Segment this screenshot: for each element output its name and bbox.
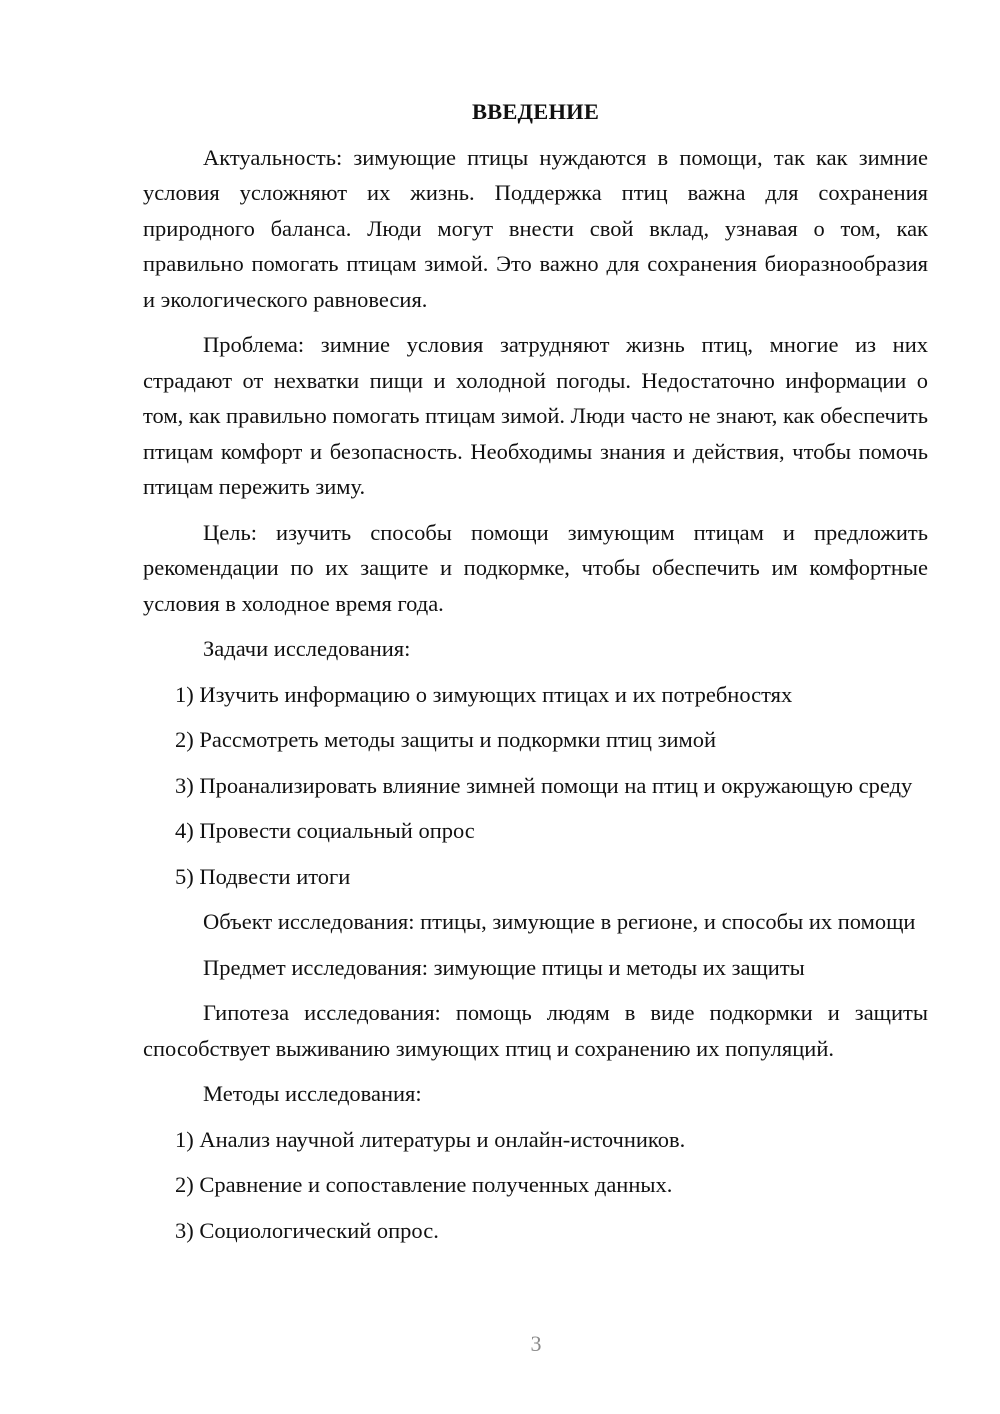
- page-number: 3: [530, 1331, 542, 1356]
- tasks-heading: Задачи исследования:: [203, 636, 411, 661]
- method-item: 2) Сравнение и сопоставление полученных данных.: [175, 1172, 673, 1197]
- paragraph-subject: Предмет исследования: зимующие птицы и методы их защиты: [203, 954, 805, 980]
- task-item: 4) Провести социальный опрос: [175, 818, 475, 843]
- document-body: [143, 94, 928, 1258]
- task-item: 3) Проанализировать влияние зимней помощи на птиц и окружающую среду: [175, 772, 913, 798]
- paragraph-goal: Цель: изучить способы помощи зимующим птицам и предложить рекомендации по их защите и подкормке, чтобы обеспечить им комфортные условия в холодное время года.: [143, 519, 928, 616]
- task-item: 2) Рассмотреть методы защиты и подкормки птиц зимой: [175, 727, 717, 752]
- paragraph-object: Объект исследования: птицы, зимующие в регионе, и способы их помощи: [203, 909, 916, 934]
- paragraph-hypothesis: Гипотеза исследования: помощь людям в виде подкормки и защиты способствует выживанию зимующих птиц и сохранению их популяций.: [143, 1000, 928, 1061]
- method-item: 3) Социологический опрос.: [175, 1217, 439, 1243]
- paragraph-relevance: Актуальность: зимующие птицы нуждаются в помощи, так как зимние условия усложняют их жизнь. Поддержка птиц важна для сохранения природного баланса. Люди могут внести свой вклад, узнавая о том, как правильно помогать птицам зимой. Это важно для сохранения биоразнообразия и экологического равновесия.: [143, 144, 928, 312]
- method-item: 1) Анализ научной литературы и онлайн-источников.: [175, 1126, 686, 1152]
- page-title: ВВЕДЕНИЕ: [471, 99, 600, 124]
- task-item: 1) Изучить информацию о зимующих птицах и их потребностях: [175, 681, 793, 707]
- methods-heading: Методы исследования:: [203, 1081, 422, 1106]
- paragraph-problem: Проблема: зимние условия затрудняют жизнь птиц, многие из них страдают от нехватки пищи и холодной погоды. Недостаточно информации о том, как правильно помогать птицам зимой. Люди часто не знают, как обеспечить птицам комфорт и безопасность. Необходимы знания и действия, чтобы помочь птицам пережить зиму.: [143, 332, 928, 499]
- task-item: 5) Подвести итоги: [175, 863, 351, 889]
